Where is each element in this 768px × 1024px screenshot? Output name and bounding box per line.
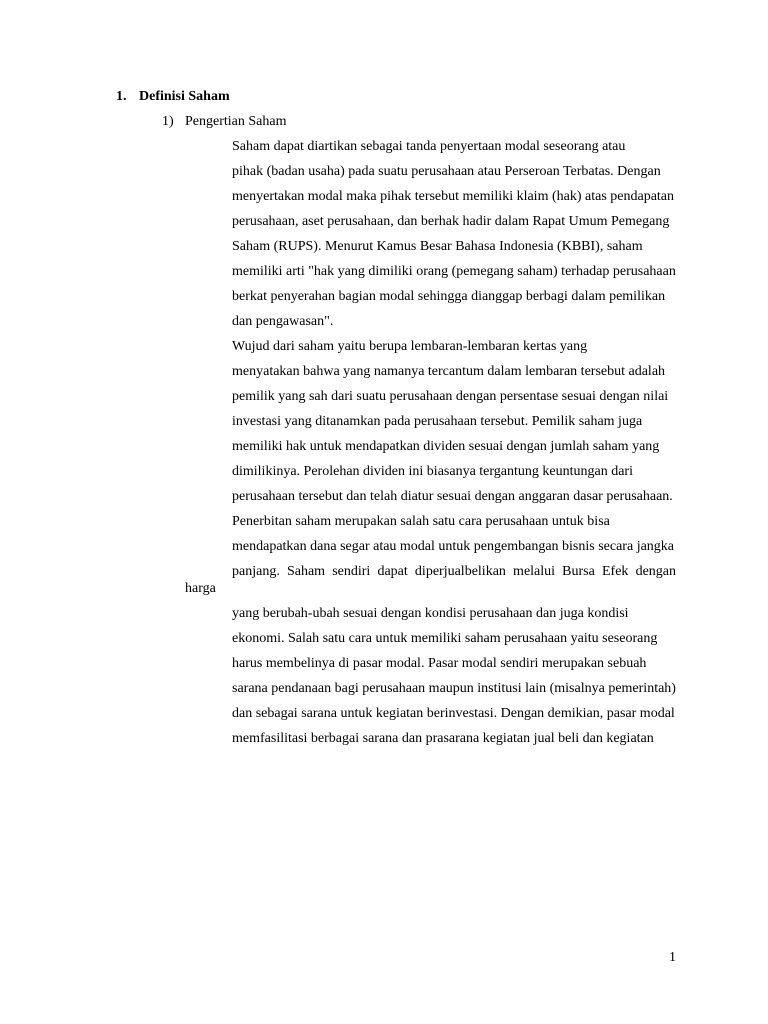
paragraph: yang berubah-ubah sesuai dengan kondisi perusahaan dan juga kondisi	[232, 606, 629, 621]
paragraph: pihak (badan usaha) pada suatu perusahaan atau Perseroan Terbatas. Dengan	[232, 164, 661, 179]
heading-title: Definisi Saham	[139, 89, 230, 104]
paragraph: harus membelinya di pasar modal. Pasar modal sendiri merupakan sebuah	[232, 656, 647, 671]
paragraph: berkat penyerahan bagian modal sehingga dianggap berbagi dalam pemilikan	[232, 289, 666, 304]
paragraph: menyatakan bahwa yang namanya tercantum dalam lembaran tersebut adalah	[232, 364, 666, 379]
paragraph: Saham (RUPS). Menurut Kamus Besar Bahasa Indonesia (KBBI), saham	[232, 239, 643, 254]
paragraph: Wujud dari saham yaitu berupa lembaran-lembaran kertas yang	[232, 339, 588, 354]
document-body	[185, 138, 676, 755]
paragraph: dimilikinya. Perolehan dividen ini biasanya tergantung keuntungan dari	[232, 464, 633, 479]
paragraph: dan pengawasan".	[232, 314, 334, 329]
paragraph: Penerbitan saham merupakan salah satu cara perusahaan untuk bisa	[232, 514, 610, 529]
paragraph: menyertakan modal maka pihak tersebut memiliki klaim (hak) atas pendapatan	[232, 189, 675, 204]
paragraph: memiliki arti "hak yang dimiliki orang (pemegang saham) terhadap perusahaan	[232, 264, 676, 279]
paragraph: sarana pendanaan bagi perusahaan maupun institusi lain (misalnya pemerintah)	[232, 681, 676, 696]
paragraph: dan sebagai sarana untuk kegiatan berinvestasi. Dengan demikian, pasar modal	[232, 706, 675, 721]
paragraph: memfasilitasi berbagai sarana dan prasarana kegiatan jual beli dan kegiatan	[232, 731, 654, 746]
subheading-number: 1)	[162, 114, 174, 129]
paragraph: pemilik yang sah dari suatu perusahaan dengan persentase sesuai dengan nilai	[232, 389, 669, 404]
paragraph: investasi yang ditanamkan pada perusahaan tersebut. Pemilik saham juga	[232, 414, 643, 429]
paragraph: mendapatkan dana segar atau modal untuk pengembangan bisnis secara jangka	[232, 539, 675, 554]
paragraph: panjang. Saham sendiri dapat diperjualbelikan melalui Bursa Efek dengan harga	[185, 564, 676, 596]
paragraph: perusahaan tersebut dan telah diatur sesuai dengan anggaran dasar perusahaan.	[232, 489, 673, 504]
section-heading	[116, 88, 230, 106]
page-number: 1	[669, 950, 676, 965]
paragraph: perusahaan, aset perusahaan, dan berhak hadir dalam Rapat Umum Pemegang	[232, 214, 670, 229]
paragraph: memiliki hak untuk mendapatkan dividen sesuai dengan jumlah saham yang	[232, 439, 660, 454]
paragraph: ekonomi. Salah satu cara untuk memiliki saham perusahaan yaitu seseorang	[232, 631, 658, 646]
subheading-title: Pengertian Saham	[185, 114, 287, 129]
subsection-heading	[162, 113, 286, 131]
paragraph: Saham dapat diartikan sebagai tanda penyertaan modal seseorang atau	[232, 139, 626, 154]
heading-number: 1.	[116, 89, 127, 104]
